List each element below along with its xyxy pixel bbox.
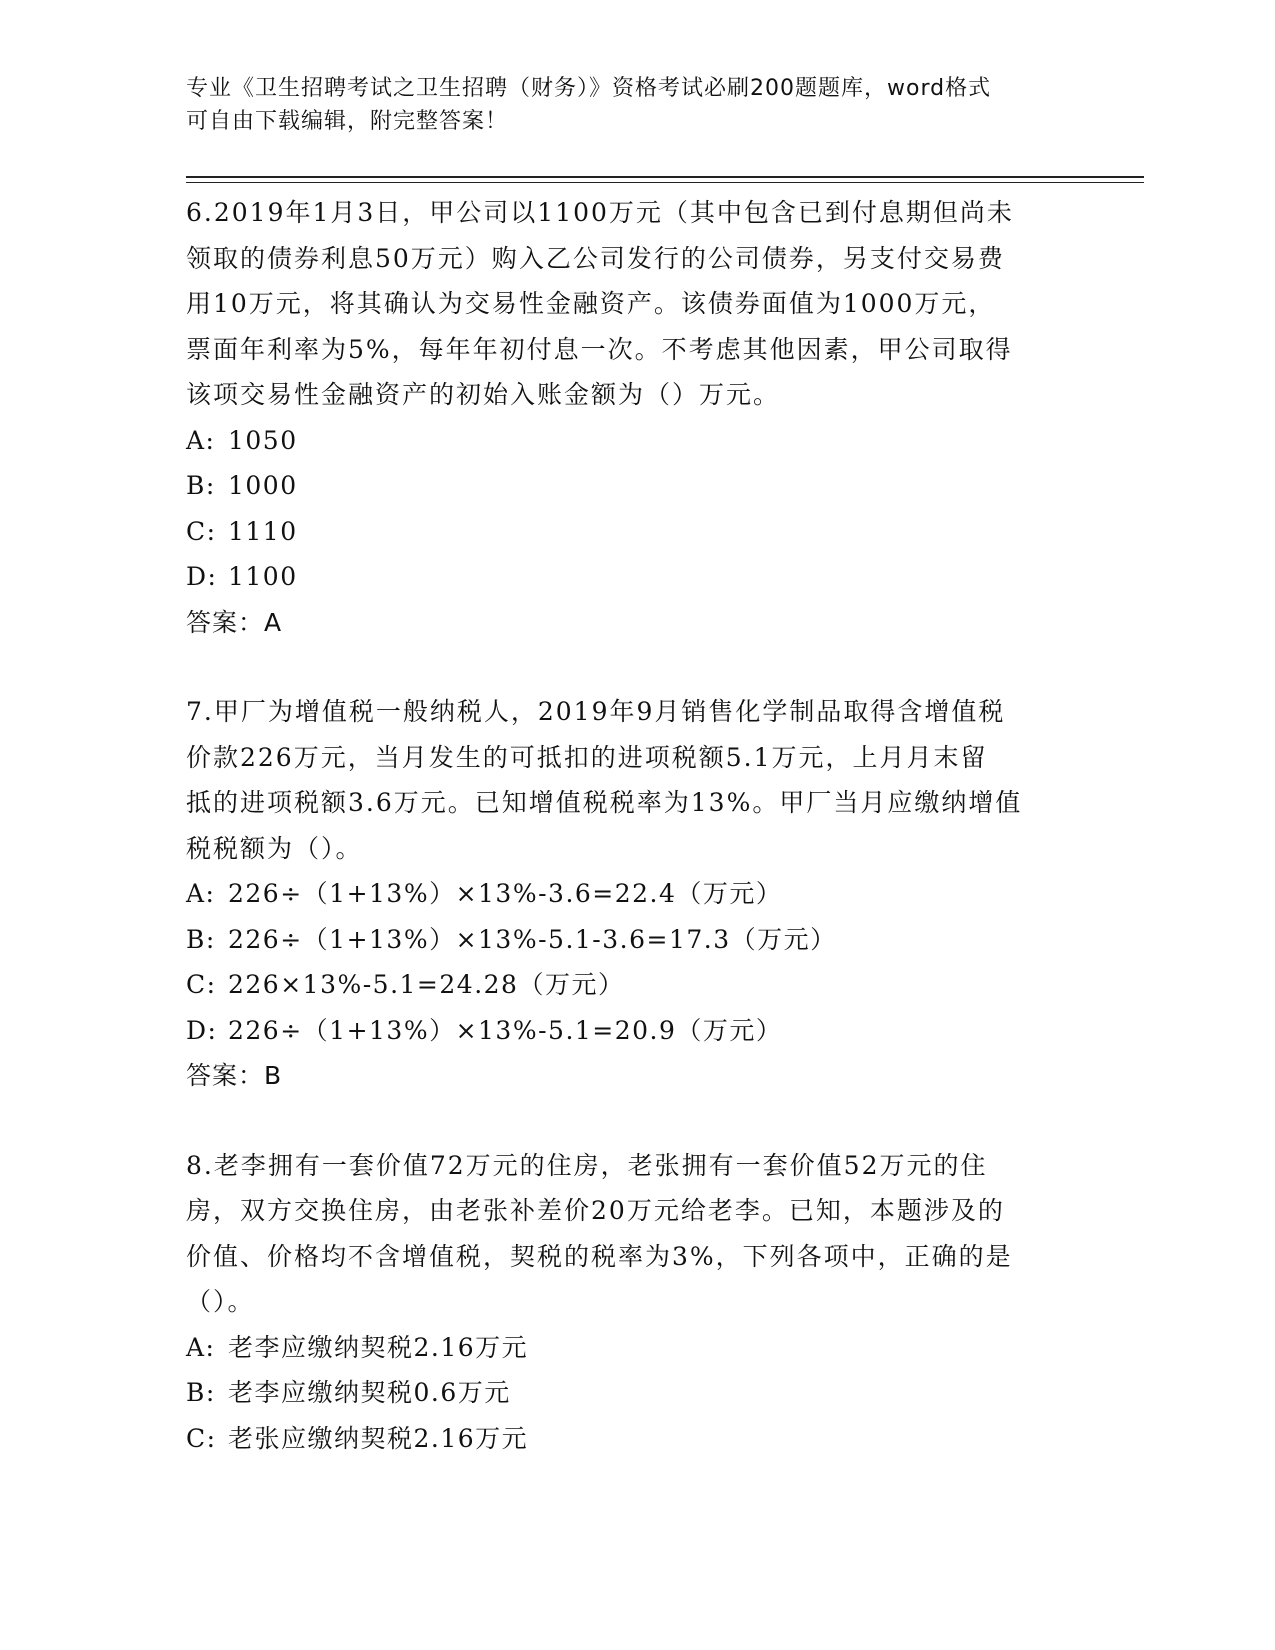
- question-7: [186, 689, 1086, 1099]
- header-divider-thin: [186, 182, 1144, 183]
- option-key: C:: [186, 516, 217, 546]
- option-text: 1000: [228, 471, 298, 500]
- option-text: 老李应缴纳契税2.16万元: [228, 1332, 529, 1362]
- option-a: [186, 871, 1086, 917]
- question-stem-line: 价款226万元，当月发生的可抵扣的进项税额5.1万元，上月月末留: [186, 742, 988, 772]
- option-text: 老张应缴纳契税2.16万元: [228, 1423, 529, 1453]
- option-text: 226÷（1+13%）×13%-3.6=22.4（万元）: [228, 879, 783, 908]
- header-title-line-2: 可自由下载编辑，附完整答案！: [186, 109, 509, 134]
- question-stem-line: 该项交易性金融资产的初始入账金额为（）万元。: [186, 380, 781, 409]
- option-key: D:: [186, 1015, 218, 1045]
- option-key: D:: [186, 562, 218, 591]
- option-b: [186, 1370, 1086, 1416]
- option-key: A:: [186, 425, 216, 455]
- option-b: [186, 917, 1086, 963]
- option-a: [186, 418, 1086, 464]
- option-b: [186, 463, 1086, 509]
- option-key: C:: [186, 970, 217, 999]
- option-c: [186, 509, 1086, 555]
- answer-line: 答案：A: [186, 607, 283, 637]
- question-stem-line: 价值、价格均不含增值税，契税的税率为3%，下列各项中，正确的是: [186, 1241, 1013, 1271]
- question-stem-line: 6.2019年1月3日，甲公司以1100万元（其中包含已到付息期但尚未: [186, 198, 1014, 227]
- option-key: B:: [186, 924, 216, 954]
- header-divider-thick: [186, 176, 1144, 178]
- option-c: [186, 1416, 1086, 1462]
- option-text: 226÷（1+13%）×13%-5.1=20.9（万元）: [228, 1015, 783, 1045]
- option-text: 1100: [228, 562, 298, 591]
- question-stem-line: 8.老李拥有一套价值72万元的住房，老张拥有一套价值52万元的住: [186, 1150, 988, 1180]
- option-key: B:: [186, 471, 216, 500]
- option-text: 1110: [228, 516, 298, 546]
- option-key: B:: [186, 1378, 216, 1407]
- option-key: A:: [186, 879, 216, 908]
- question-stem-line: （）。: [186, 1287, 255, 1316]
- option-d: [186, 1008, 1086, 1054]
- question-stem-line: 领取的债券利息50万元）购入乙公司发行的公司债券，另支付交易费: [186, 243, 1005, 273]
- option-text: 226×13%-5.1=24.28（万元）: [228, 970, 625, 999]
- question-stem-line: 用10万元，将其确认为交易性金融资产。该债券面值为1000万元，: [186, 289, 996, 318]
- question-8: [186, 1143, 1086, 1462]
- option-c: [186, 962, 1086, 1008]
- option-key: C:: [186, 1423, 217, 1453]
- header-title-line-1: 专业《卫生招聘考试之卫生招聘（财务）》资格考试必刷200题题库，word格式: [186, 76, 992, 101]
- question-stem-line: 抵的进项税额3.6万元。已知增值税税率为13%。甲厂当月应缴纳增值: [186, 788, 1023, 817]
- question-stem-line: 房，双方交换住房，由老张补差价20万元给老李。已知，本题涉及的: [186, 1196, 1005, 1225]
- answer-line: 答案：B: [186, 1061, 283, 1090]
- question-stem-line: 票面年利率为5%，每年年初付息一次。不考虑其他因素，甲公司取得: [186, 334, 1013, 364]
- question-list: [186, 190, 1086, 1505]
- option-text: 226÷（1+13%）×13%-5.1-3.6=17.3（万元）: [228, 924, 837, 954]
- option-a: [186, 1325, 1086, 1371]
- option-key: A:: [186, 1332, 216, 1362]
- question-stem-line: 税税额为（）。: [186, 833, 363, 863]
- option-text: 老李应缴纳契税0.6万元: [228, 1378, 511, 1407]
- option-text: 1050: [228, 425, 298, 455]
- option-d: [186, 554, 1086, 600]
- question-stem-line: 7.甲厂为增值税一般纳税人，2019年9月销售化学制品取得含增值税: [186, 697, 1006, 726]
- question-6: [186, 190, 1086, 645]
- document-header: [186, 72, 1066, 138]
